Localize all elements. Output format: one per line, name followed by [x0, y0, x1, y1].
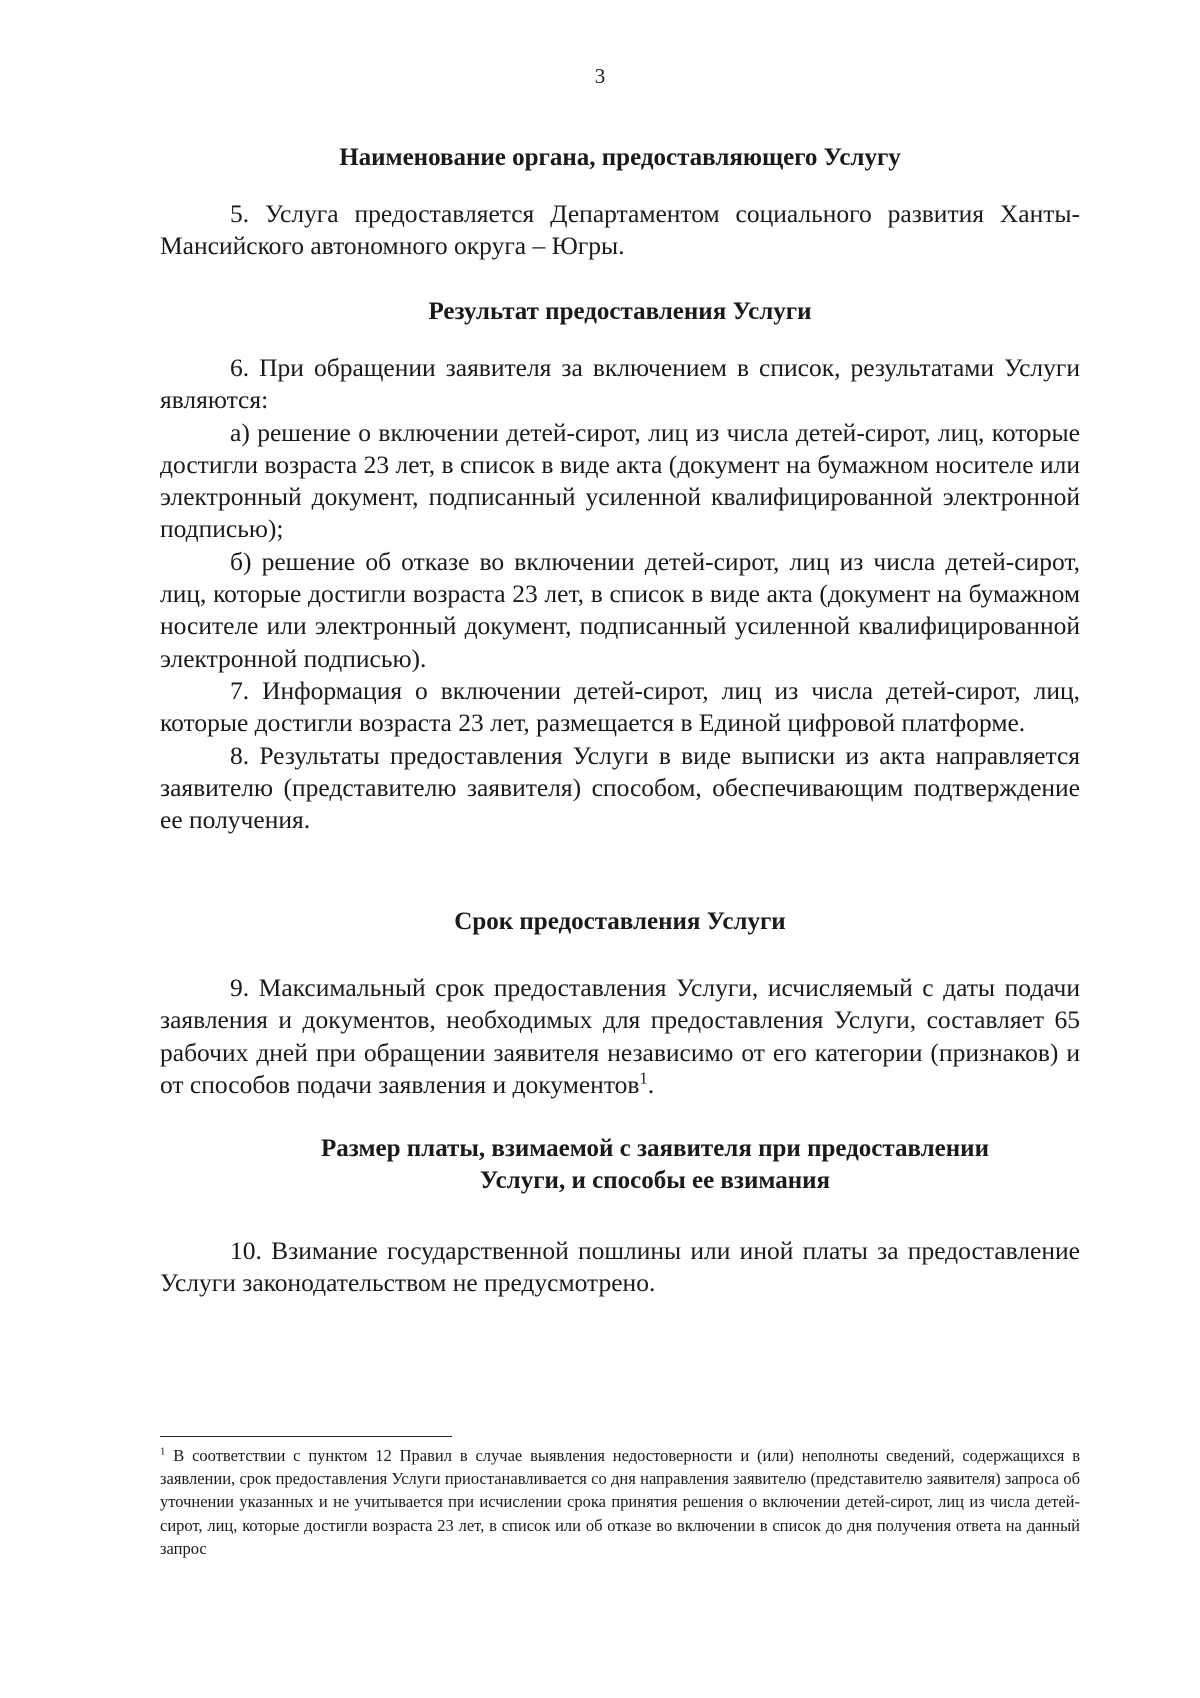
- footnote-divider: [160, 1436, 452, 1437]
- section-title-term: Срок предоставления Услуги: [454, 908, 786, 935]
- section-title-fee-line2: Услуги, и способы ее взимания: [479, 1167, 831, 1194]
- footnote-reference: 1: [639, 1068, 648, 1088]
- paragraph-9-end: .: [647, 1069, 655, 1099]
- paragraph-7: 7. Информация о включении детей-сирот, лиц из числа детей-сирот, лиц, которые достигли возраста 23 лет, размещается в Единой цифровой платформе.: [160, 675, 1080, 738]
- paragraph-5: 5. Услуга предоставляется Департаментом социального развития Ханты-Мансийского автономного округа – Югры.: [160, 199, 1080, 261]
- paragraph-6a: а) решение о включении детей-сирот, лиц из числа детей-сирот, лиц, которые достигли возраста 23 лет, в список в виде акта (документ на бумажном носителе или электронный документ, подписанный усиленной квалифицированной электронной подписью);: [160, 417, 1080, 544]
- paragraph-6b: б) решение об отказе во включении детей-сирот, лиц из числа детей-сирот, лиц, которые достигли возраста 23 лет, в список в виде акта (документ на бумажном носителе или электронный документ, подписанный усиленной квалифицированной электронной подписью).: [160, 546, 1080, 673]
- paragraph-10: 10. Взимание государственной пошлины или иной платы за предоставление Услуги законодательством не предусмотрено.: [160, 1236, 1080, 1298]
- section-title-authority: Наименование органа, предоставляющего Услугу: [339, 144, 901, 171]
- result-paragraphs: [160, 352, 1080, 836]
- footnote-marker: 1: [160, 1445, 166, 1458]
- paragraph-6: 6. При обращении заявителя за включением в список, результатами Услуги являются:: [160, 353, 1080, 415]
- page-number: 3: [594, 64, 606, 88]
- section-title-fee-line1: Размер платы, взимаемой с заявителя при предоставлении: [321, 1135, 989, 1162]
- paragraph-9-text: 9. Максимальный срок предоставления Услуги, исчисляемый с даты подачи заявления и документов, необходимых для предоставления Услуги, составляет 65 рабочих дней при обращении заявителя независимо от его категории (признаков) и от способов подачи заявления и документов: [160, 973, 1080, 1099]
- paragraph-9: [160, 972, 1080, 1101]
- section-title-fee: [230, 1133, 1080, 1197]
- section-title-result: Результат предоставления Услуги: [428, 298, 812, 325]
- footnote-text: В соответствии с пунктом 12 Правил в случае выявления недостоверности и (или) неполноты сведений, содержащихся в заявлении, срок предоставления Услуги приостанавливается со дня направления заявителю (представителю заявителя) запроса об уточнении указанных и не учитывается при исчислении срока принятия решения о включении детей-сирот, лиц из числа детей-сирот, лиц, которые достигли возраста 23 лет, в список или об отказе во включении в список до дня получения ответа на данный запрос: [160, 1446, 1080, 1558]
- paragraph-8: 8. Результаты предоставления Услуги в виде выписки из акта направляется заявителю (представителю заявителя) способом, обеспечивающим подтверждение ее получения.: [160, 740, 1080, 835]
- footnote: [160, 1444, 1080, 1560]
